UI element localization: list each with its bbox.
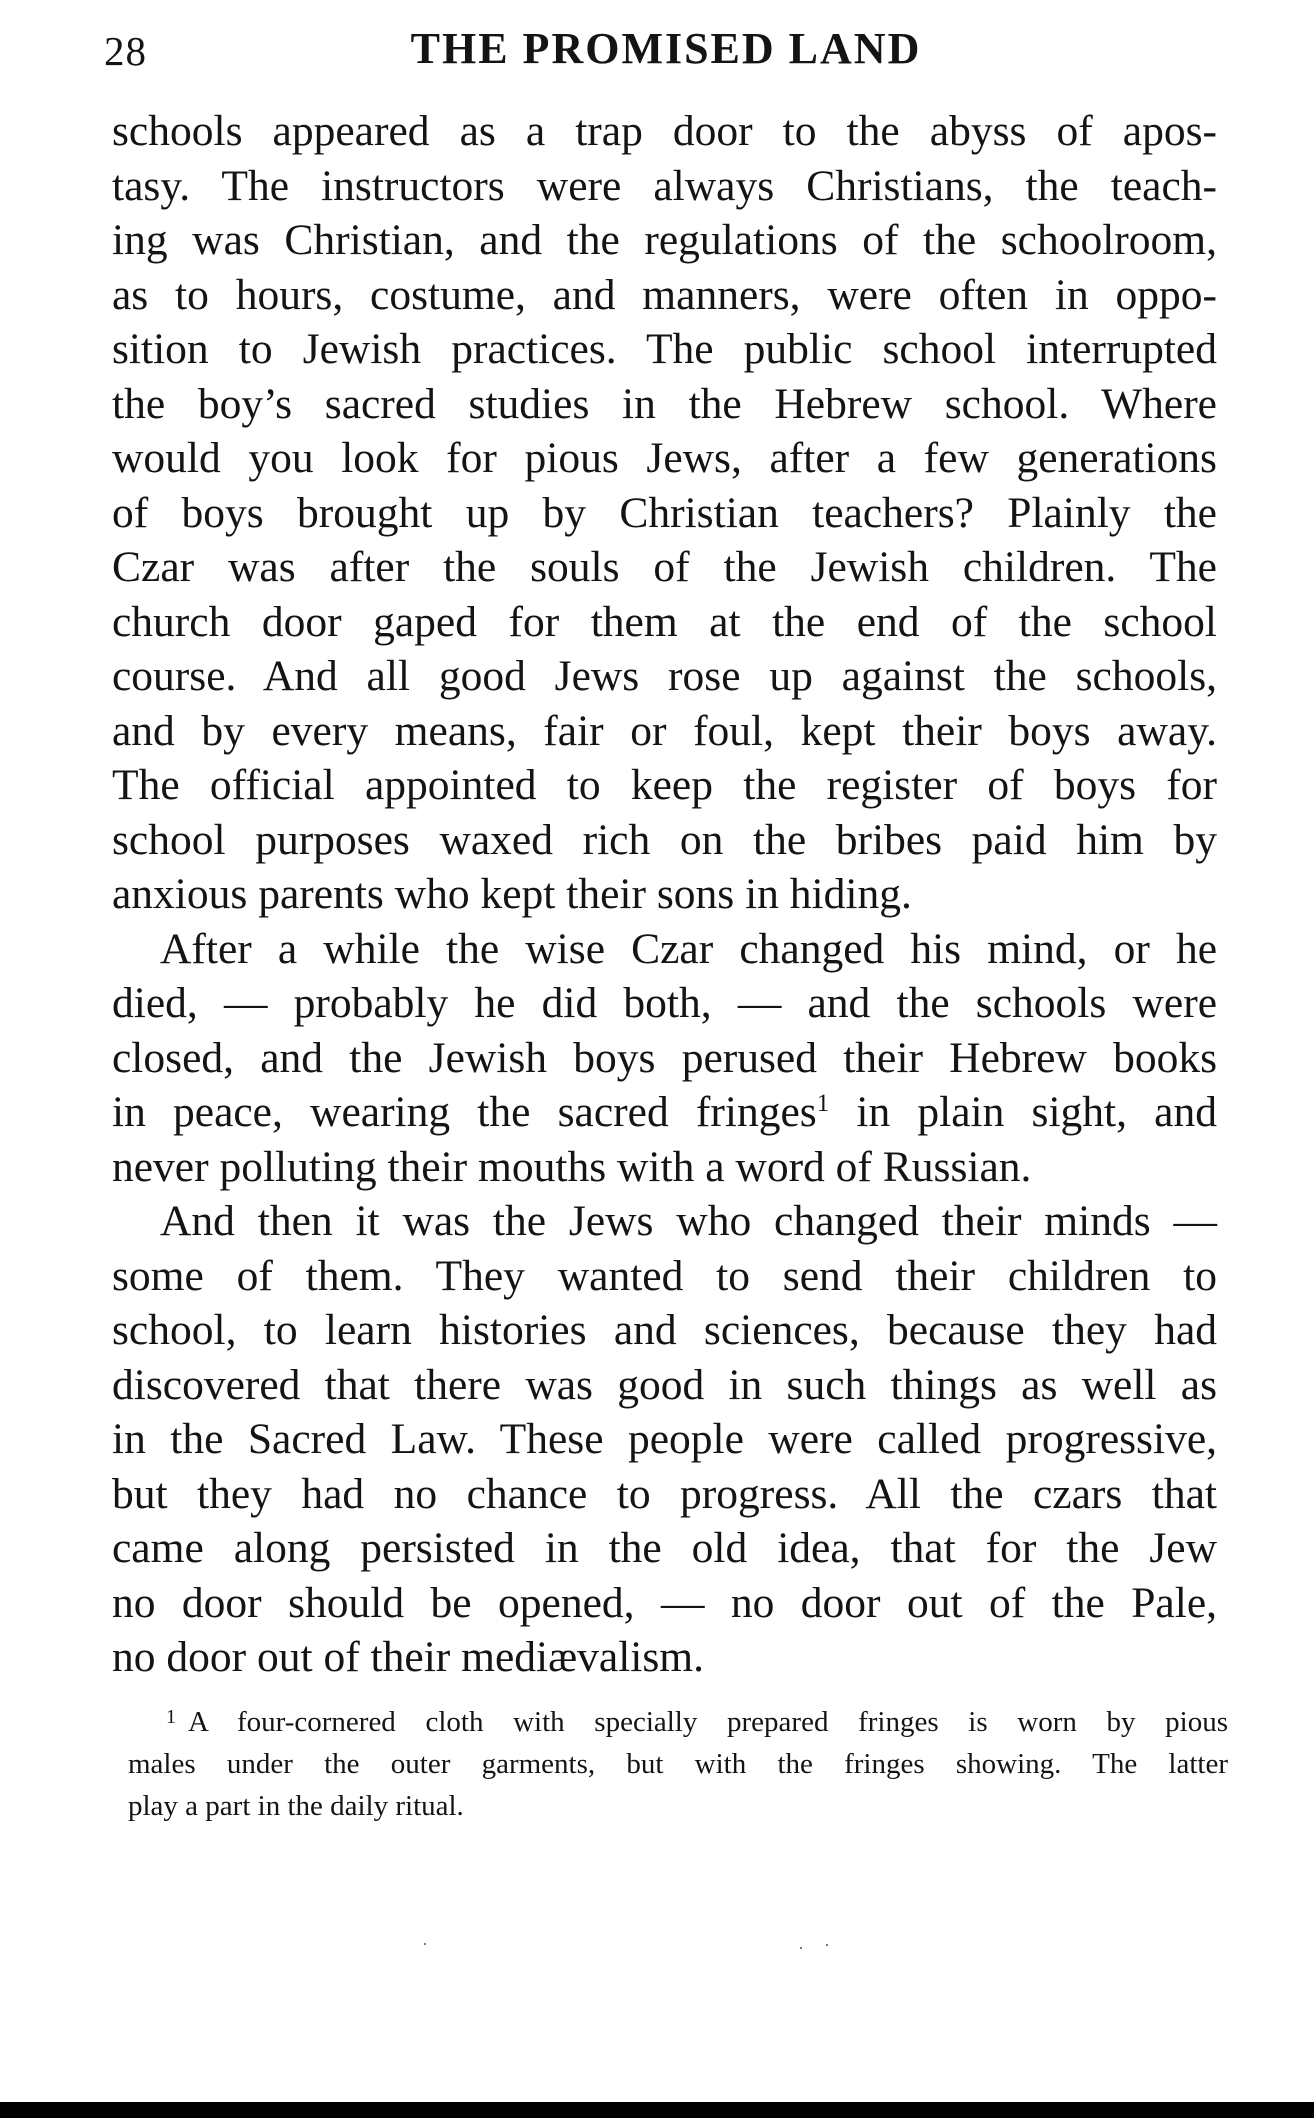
line-part: in peace, wearing the sacred fringes: [112, 1088, 817, 1136]
footnote-line: [128, 1701, 1228, 1743]
text-line: church door gaped for them at the end of the school: [112, 597, 1217, 646]
print-speck: [826, 1944, 828, 1946]
text-line: would you look for pious Jews, after a few generations: [112, 434, 1217, 482]
page-number: 28: [104, 28, 147, 74]
footnote-line: males under the outer garments, but with the fringes showing. The latter: [128, 1748, 1228, 1780]
text-line: tasy. The instructors were always Christians, the teach-: [112, 161, 1217, 210]
text-line: school, to learn histories and sciences, because they had: [112, 1306, 1217, 1354]
footnote-line: play a part in the daily ritual.: [128, 1790, 464, 1822]
text-line: died, — probably he did both, — and the schools were: [112, 979, 1217, 1027]
text-line: and by every means, fair or foul, kept their boys away.: [112, 706, 1217, 755]
text-line-with-footnote: [112, 1085, 1217, 1140]
print-speck: [424, 1943, 426, 1945]
footnote-text: A four-cornered cloth with specially prepared fringes is worn by pious: [188, 1706, 1228, 1738]
text-line: in the Sacred Law. These people were called progressive,: [112, 1415, 1217, 1463]
text-line: never polluting their mouths with a word of Russian.: [112, 1142, 1032, 1191]
text-line: the boy’s sacred studies in the Hebrew school. Where: [112, 379, 1217, 428]
text-line: Czar was after the souls of the Jewish children. The: [112, 543, 1217, 591]
text-line: sition to Jewish practices. The public school interrupted: [112, 325, 1217, 373]
text-line: some of them. They wanted to send their children to: [112, 1251, 1217, 1300]
running-title: THE PROMISED LAND: [410, 24, 922, 73]
text-line: schools appeared as a trap door to the abyss of apos-: [112, 107, 1217, 155]
text-line: as to hours, costume, and manners, were often in oppo-: [112, 270, 1217, 319]
footnote-marker: 1: [166, 1706, 176, 1728]
text-line: ing was Christian, and the regulations of the schoolroom,: [112, 216, 1217, 264]
scan-bottom-border: [0, 2102, 1314, 2118]
text-line: closed, and the Jewish boys perused their Hebrew books: [112, 1033, 1217, 1082]
text-line: no door out of their mediævalism.: [112, 1633, 705, 1681]
text-line: school purposes waxed rich on the bribes paid him by: [112, 815, 1217, 864]
text-line: discovered that there was good in such things as well as: [112, 1360, 1217, 1409]
text-line: but they had no chance to progress. All the czars that: [112, 1469, 1217, 1518]
footnote-reference: 1: [816, 1090, 830, 1117]
print-speck: [800, 1947, 802, 1949]
line-part: in plain sight, and: [856, 1088, 1217, 1136]
text-line: of boys brought up by Christian teachers? Plainly the: [112, 488, 1217, 537]
text-line: no door should be opened, — no door out of the Pale,: [112, 1578, 1217, 1627]
page-header: [104, 18, 1228, 80]
text-line: course. And all good Jews rose up against the schools,: [112, 652, 1217, 700]
text-line: And then it was the Jews who changed their minds —: [160, 1197, 1217, 1245]
text-line: anxious parents who kept their sons in hiding.: [112, 870, 912, 918]
text-line: The official appointed to keep the register of boys for: [112, 761, 1217, 809]
text-line: came along persisted in the old idea, that for the Jew: [112, 1524, 1217, 1572]
footnote: [128, 1701, 1228, 1827]
main-text: [112, 104, 1217, 1685]
text-line: After a while the wise Czar changed his mind, or he: [160, 924, 1217, 973]
